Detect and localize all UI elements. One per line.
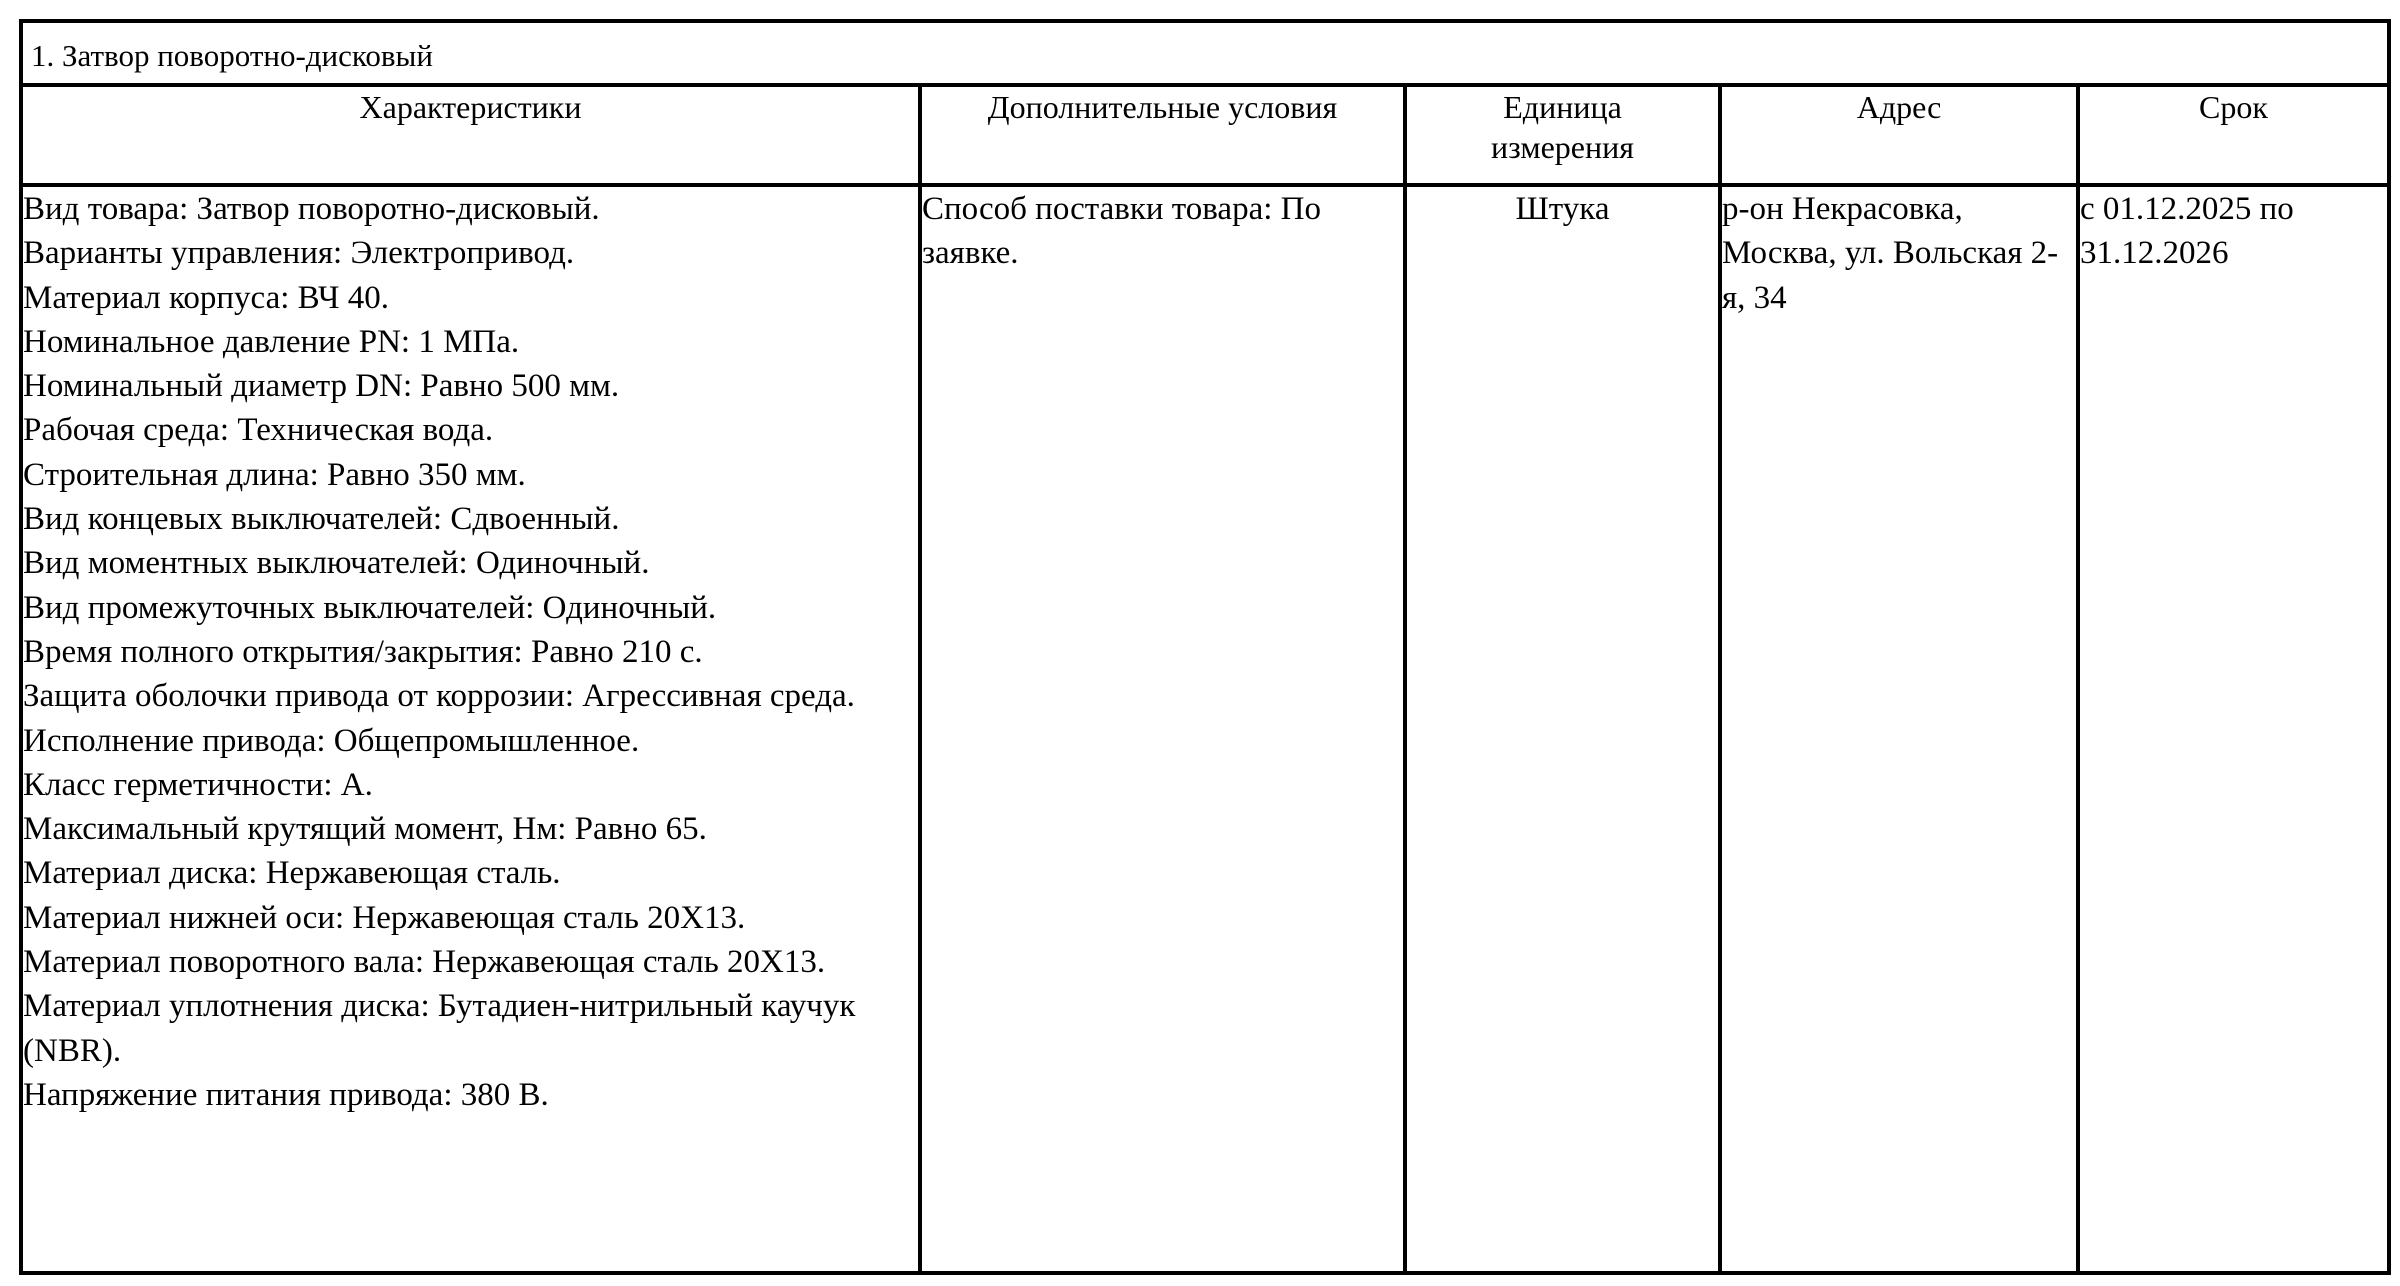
header-characteristics: Характеристики bbox=[21, 85, 920, 185]
characteristic-line: Исполнение привода: Общепромышленное. bbox=[23, 722, 640, 759]
characteristic-line: Номинальное давление PN: 1 МПа. bbox=[23, 323, 520, 360]
table-row bbox=[21, 185, 2389, 1273]
characteristic-line: Защита оболочки привода от коррозии: Агрессивная среда. bbox=[23, 678, 855, 715]
characteristic-line: Напряжение питания привода: 380 В. bbox=[23, 1076, 549, 1113]
characteristic-line: Время полного открытия/закрытия: Равно 210 с. bbox=[23, 633, 703, 670]
header-row bbox=[21, 85, 2389, 185]
header-unit bbox=[1405, 85, 1720, 185]
characteristic-line: Вид моментных выключателей: Одиночный. bbox=[23, 545, 650, 582]
characteristic-line: Материал нижней оси: Нержавеющая сталь 20Х13. bbox=[23, 899, 746, 936]
additional-conditions-cell: Способ поставки товара: По заявке. bbox=[920, 185, 1405, 1273]
unit-cell: Штука bbox=[1405, 185, 1720, 1273]
characteristic-line: Материал корпуса: ВЧ 40. bbox=[23, 279, 389, 316]
characteristic-line: Строительная длина: Равно 350 мм. bbox=[23, 456, 526, 493]
address-cell: р-он Некрасовка, Москва, ул. Вольская 2-я, 34 bbox=[1720, 185, 2078, 1273]
characteristic-line: Материал поворотного вала: Нержавеющая сталь 20Х13. bbox=[23, 944, 826, 981]
header-unit-line2: измерения bbox=[1491, 129, 1634, 165]
characteristic-line: Максимальный крутящий момент, Нм: Равно 65. bbox=[23, 811, 707, 848]
header-additional-conditions: Дополнительные условия bbox=[920, 85, 1405, 185]
specification-table bbox=[19, 19, 2391, 1275]
header-term: Срок bbox=[2078, 85, 2389, 185]
characteristic-line: Вид товара: Затвор поворотно-дисковый. bbox=[23, 191, 600, 227]
header-address: Адрес bbox=[1720, 85, 2078, 185]
characteristic-line: Материал уплотнения диска: Бутадиен-нитрильный каучук (NBR). bbox=[23, 988, 856, 1069]
characteristic-line: Материал диска: Нержавеющая сталь. bbox=[23, 855, 561, 892]
term-cell: с 01.12.2025 по 31.12.2026 bbox=[2078, 185, 2389, 1273]
characteristic-line: Номинальный диаметр DN: Равно 500 мм. bbox=[23, 368, 620, 405]
section-title-row bbox=[21, 21, 2389, 85]
characteristic-line: Вид промежуточных выключателей: Одиночный. bbox=[23, 589, 717, 626]
section-title: 1. Затвор поворотно-дисковый bbox=[21, 21, 2389, 85]
characteristic-line: Рабочая среда: Техническая вода. bbox=[23, 412, 494, 449]
characteristic-line: Вид концевых выключателей: Сдвоенный. bbox=[23, 501, 620, 538]
characteristic-line: Варианты управления: Электропривод. bbox=[23, 235, 575, 272]
characteristics-cell bbox=[21, 185, 920, 1273]
characteristic-line: Класс герметичности: А. bbox=[23, 766, 373, 803]
header-unit-line1: Единица bbox=[1503, 89, 1622, 125]
